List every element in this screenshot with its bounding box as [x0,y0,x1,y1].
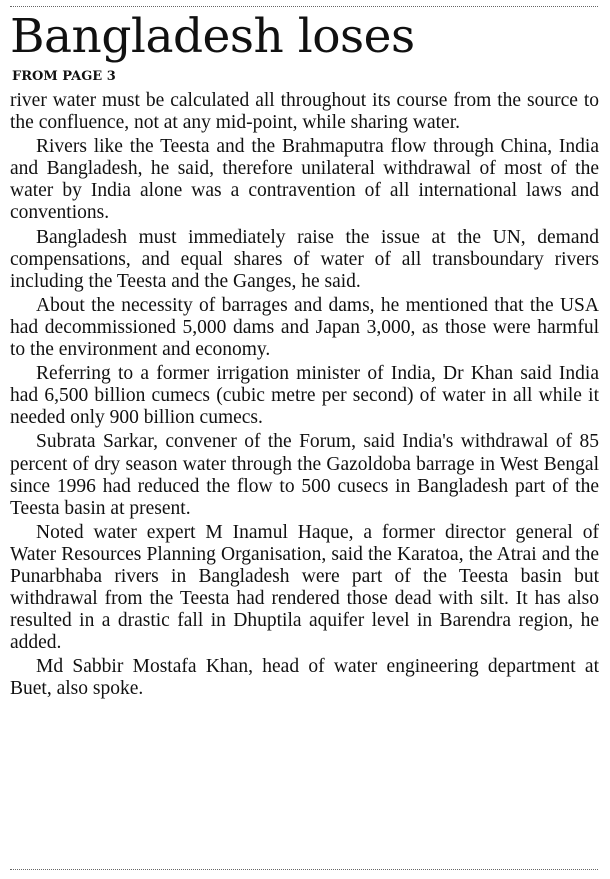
paragraph: Referring to a former irrigation minister of India, Dr Khan said India had 6,500 billion cumecs (cubic metre per second) of water in all while it needed only 900 billion cumecs. [10,363,599,429]
paragraph: Subrata Sarkar, convener of the Forum, said India's withdrawal of 85 percent of dry season water through the Gazoldoba barrage in West Bengal since 1996 had reduced the flow to 500 cusecs in Bangladesh part of the Teesta basin at present. [10,431,599,519]
article-body [10,90,599,862]
paragraph: About the necessity of barrages and dams, he mentioned that the USA had decommissioned 5,000 dams and Japan 3,000, as those were harmful to the environment and economy. [10,294,599,361]
top-rule [10,6,598,7]
bottom-rule [10,869,598,870]
paragraph: Rivers like the Teesta and the Brahmaputra flow through China, India and Bangladesh, he said, therefore unilateral withdrawal of most of the water by India alone was a contravention of all international laws and conventions. [10,136,599,224]
paragraph: Noted water expert M Inamul Haque, a former director general of Water Resources Planning Organisation, said the Karatoa, the Atrai and the Punarbhaba rivers in Bangladesh were part of the Teesta basin but withdrawal from the Teesta had rendered those dead with silt. It has also resulted in a drastic fall in Dhuptila aquifer level in Barendra region, he added. [10,521,599,654]
paragraph: river water must be calculated all throughout its course from the source to the confluence, not at any mid-point, while sharing water. [10,90,599,134]
headline: Bangladesh loses [10,9,415,64]
paragraph: Md Sabbir Mostafa Khan, head of water engineering department at Buet, also spoke. [10,656,599,700]
paragraph: Bangladesh must immediately raise the issue at the UN, demand compensations, and equal shares of water of all transboundary rivers including the Teesta and the Ganges, he said. [10,226,599,292]
jump-line: FROM PAGE 3 [12,69,116,84]
